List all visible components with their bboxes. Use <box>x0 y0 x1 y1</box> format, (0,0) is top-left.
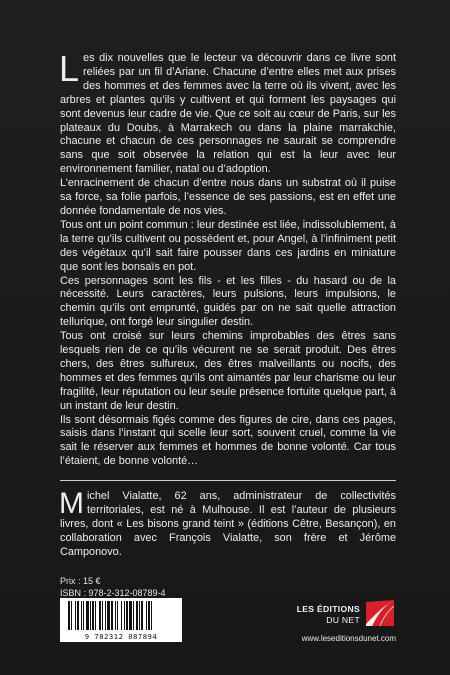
isbn-barcode <box>60 598 182 642</box>
isbn-label: ISBN : 978-2-312-08789-4 <box>60 588 166 598</box>
price-isbn-block <box>60 575 166 599</box>
paragraph-3: Tous ont un point commun : leur destinée est liée, indissolublement, à la terre qu’ils cultivent ou possèdent et, pour Angel, à l’infiniment petit des végétaux qu’il sait faire pousser dans ces jardins en miniature que sont les bonsaïs en pot. <box>60 218 396 273</box>
dropcap-m: M <box>59 487 84 521</box>
paragraph-1: Les dix nouvelles que le lecteur va découvrir dans ce livre sont reliées par un fil d’Ariane. Chacune d’entre elles met aux prises des hommes et des femmes avec la terre où ils vivent, avec les arbres et plantes qu’ils y cultivent et qui forment les paysages qui sont devenus leur cadre de vie. Que ce soit au cœur de Paris, sur les plateaux du Doubs, à Marrakech ou dans la plaine marrakchie, chacune et chacun de ces personnages ne saurait se comprendre sans que soit observée la relation qui est la leur avec leur environnement familier, natal ou d’adoption. <box>59 48 396 176</box>
author-bio: Michel Vialatte, 62 ans, administrateur de collectivités territoriales, est né à Mulhouse. Il est l’auteur de plusieurs livres, dont « Les bisons grand teint » (éditions Cêtre, Besançon), en collaboration avec François Vialatte, son frère et Jérôme Camponovo. <box>59 487 396 558</box>
price-label: Prix : 15 € <box>60 576 101 586</box>
barcode-bars <box>60 598 182 632</box>
paragraph-2: L’enracinement de chacun d’entre nous dans un substrat où il puise sa force, sa folie parfois, l’essence de ses passions, est en effet une donnée fondamentale de nos vies. <box>60 177 396 217</box>
barcode-number: 9 782312 087894 <box>84 632 158 641</box>
red-page-logo-icon <box>364 598 396 628</box>
paragraph-4: Ces personnages sont les fils - et les filles - du hasard ou de la nécessité. Leurs caractères, leurs pulsions, leurs impulsions, le chemin qu’ils ont emprunté, guidés par on ne sait quelle attraction tellurique, ont forgé leur singulier destin. <box>60 274 396 329</box>
publisher-name: LES ÉDITIONS DU NET <box>296 604 360 625</box>
publisher-url: www.leseditionsdunet.com <box>301 634 396 643</box>
section-divider <box>60 480 396 481</box>
publisher-block <box>286 598 396 648</box>
synopsis <box>59 48 397 560</box>
paragraph-5: Tous ont croisé sur leurs chemins improbables des êtres sans lesquels rien de ce qu’ils vécurent ne se serait produit. Des êtres chers, des êtres sulfureux, des êtres malveillants ou nocifs, des hommes et des femmes qu’ils ont aimantés par leur charisme ou leur fragilité, leur réputation ou leur seule présence fortuite quelque part, à un instant de leur destin. <box>60 330 397 412</box>
paragraph-6: Ils sont désormais figés comme des figures de cire, dans ces pages, saisis dans l’instant qui scelle leur sort, souvent cruel, comme la vie sait le réserver aux femmes et hommes de bonne volonté. Car tous l’étaient, de bonne volonté… <box>60 413 396 468</box>
dropcap-l: L <box>59 48 80 89</box>
